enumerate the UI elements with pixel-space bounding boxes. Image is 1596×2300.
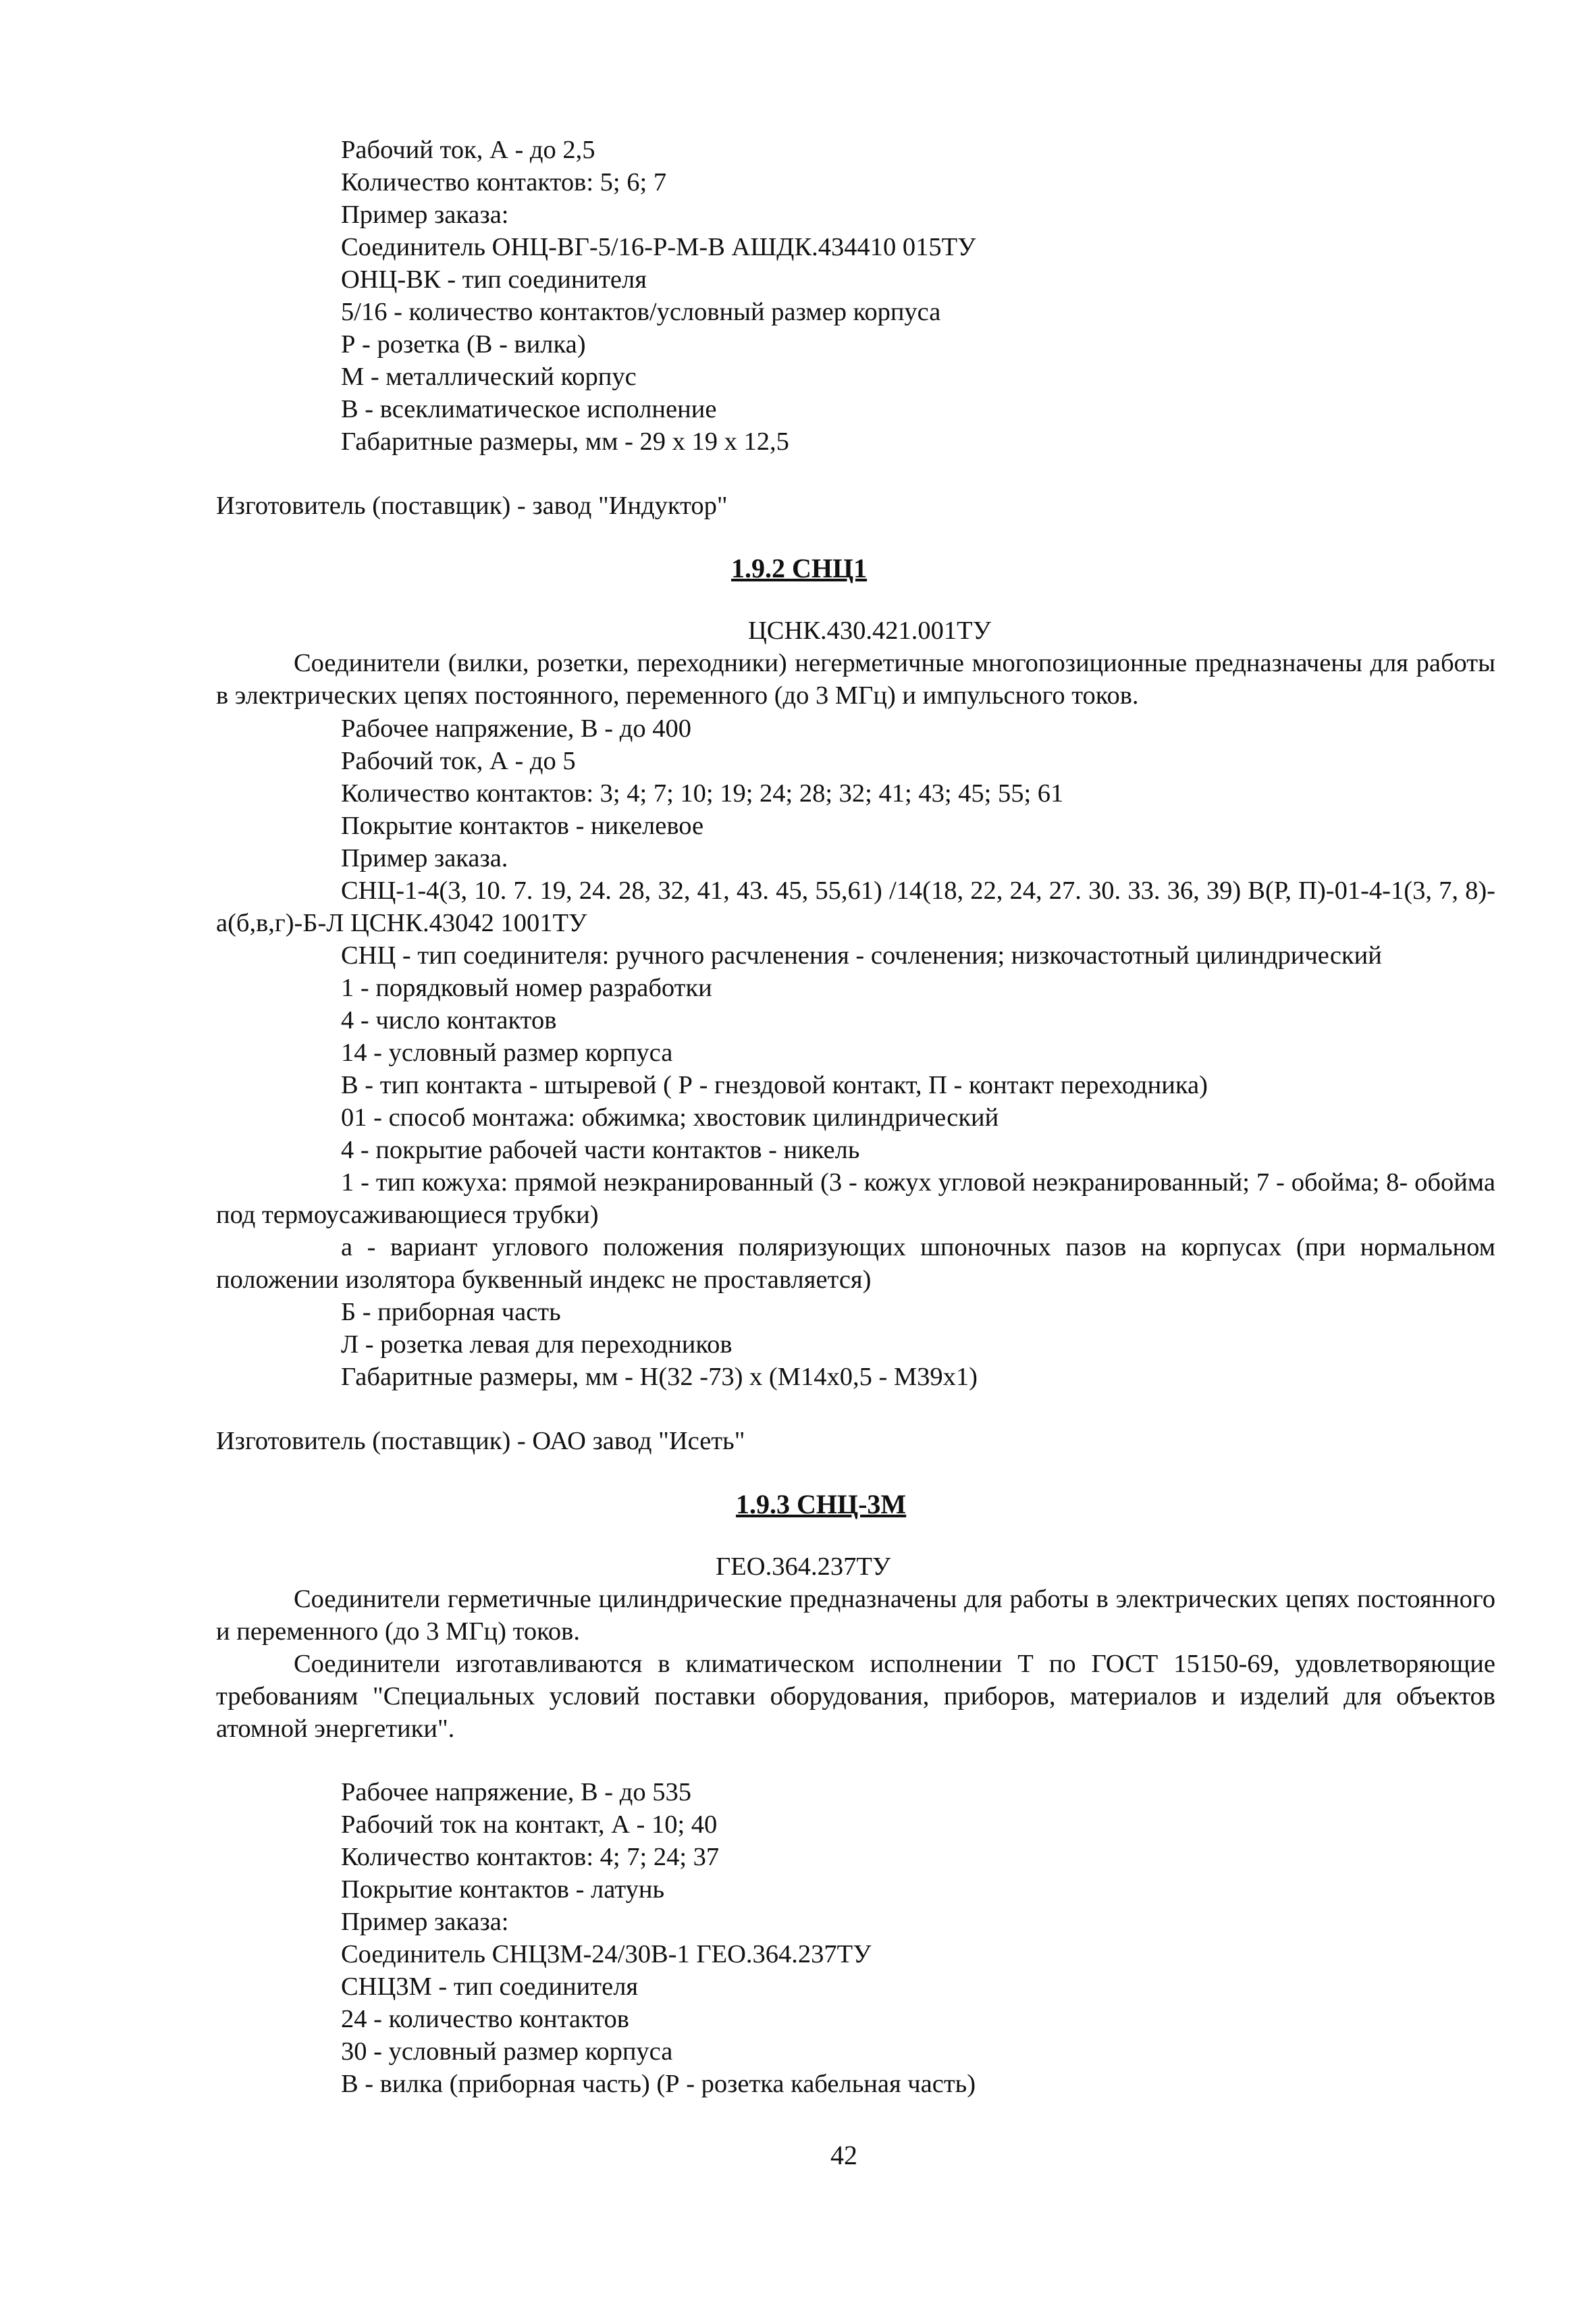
text-line: Р - розетка (В - вилка) [341, 330, 586, 359]
variant-paragraph: а - вариант углового положения поляризующих шпоночных пазов на корпусах (при нормальном положении изолятора буквенный индекс не проставляется) [216, 1233, 1495, 1294]
spec-line: 24 - количество контактов [341, 2005, 629, 2033]
spec-line: Количество контактов: 4; 7; 24; 37 [341, 1843, 720, 1871]
decode-line: 01 - способ монтажа: обжимка; хвостовик цилиндрический [341, 1103, 999, 1132]
section-heading: 1.9.3 СНЦ-3М [736, 1489, 907, 1519]
paragraph: Соединители герметичные цилиндрические предназначены для работы в электрических цепях постоянного и переменного (до 3 МГц) токов. [216, 1585, 1495, 1646]
text-line: ОНЦ-ВК - тип соединителя [341, 265, 647, 294]
tail-line: Б - приборная часть [341, 1298, 561, 1326]
spec-line: Покрытие контактов - никелевое [341, 812, 704, 840]
order-example: СНЦ-1-4(3, 10. 7. 19, 24. 28, 32, 41, 43. 45, 55,61) /14(18, 22, 24, 27. 30. 33. 36, 39) В(Р, П)-01-4-1(3, 7, 8)-а(б,в,г)-Б-Л ЦСНК.43042 1001ТУ [216, 877, 1495, 937]
spec-line: Пример заказа. [341, 844, 508, 872]
spec-line: Рабочее напряжение, В - до 535 [341, 1778, 691, 1806]
text-line: Количество контактов: 5; 6; 7 [341, 168, 667, 197]
decode-line: СНЦ - тип соединителя: ручного расчленения - сочленения; низкочастотный цилиндрический [341, 941, 1382, 970]
decode-line: 4 - число контактов [341, 1006, 557, 1035]
tail-line: Габаритные размеры, мм - Н(32 -73) х (М14х0,5 - М39х1) [341, 1363, 978, 1391]
spec-line: В - вилка (приборная часть) (Р - розетка кабельная часть) [341, 2070, 976, 2098]
spec-line: Покрытие контактов - латунь [341, 1875, 665, 1904]
spec-line: Соединитель СНЦ3М-24/30В-1 ГЕО.364.237ТУ [341, 1940, 872, 1968]
text-line: Рабочий ток, А - до 2,5 [341, 136, 595, 164]
manufacturer-line: Изготовитель (поставщик) - завод "Индуктор" [216, 492, 728, 520]
spec-line: Рабочий ток, А - до 5 [341, 747, 576, 775]
spec-line: Количество контактов: 3; 4; 7; 10; 19; 24; 28; 32; 41; 43; 45; 55; 61 [341, 779, 1064, 808]
section-heading: 1.9.2 СНЦ1 [731, 553, 868, 583]
decode-line: В - тип контакта - штыревой ( Р - гнездовой контакт, П - контакт переходника) [341, 1071, 1208, 1099]
spec-line: СНЦ3М - тип соединителя [341, 1972, 639, 2001]
text-line: М - металлический корпус [341, 363, 637, 391]
spec-line: Рабочий ток на контакт, А - 10; 40 [341, 1810, 718, 1839]
text-line: Габаритные размеры, мм - 29 х 19 х 12,5 [341, 427, 789, 456]
tail-line: Л - розетка левая для переходников [341, 1330, 733, 1359]
decode-line: 14 - условный размер корпуса [341, 1039, 673, 1067]
text-line: Пример заказа: [341, 201, 509, 229]
text-line: Соединитель ОНЦ-ВГ-5/16-Р-М-В АШДК.434410 015ТУ [341, 233, 976, 261]
spec-line: Пример заказа: [341, 1908, 509, 1936]
page-number: 42 [830, 2140, 857, 2170]
manufacturer-line: Изготовитель (поставщик) - ОАО завод "Исеть" [216, 1427, 745, 1455]
spec-code: ЦСНК.430.421.001ТУ [748, 617, 991, 645]
paragraph: Соединители изготавливаются в климатическом исполнении Т по ГОСТ 15150-69, удовлетворяющие требованиям "Специальных условий поставки оборудования, приборов, материалов и изделий для объектов атомной энергетики". [216, 1650, 1495, 1743]
text-line: 5/16 - количество контактов/условный размер корпуса [341, 298, 941, 326]
housing-paragraph: 1 - тип кожуха: прямой неэкранированный (3 - кожух угловой неэкранированный; 7 - обойма; 8- обойма под термоусаживающиеся трубки) [216, 1168, 1495, 1229]
intro-paragraph: Соединители (вилки, розетки, переходники) негерметичные многопозиционные предназначены для работы в электрических цепях постоянного, переменного (до 3 МГц) и импульсного токов. [216, 649, 1495, 710]
spec-code: ГЕО.364.237ТУ [716, 1552, 891, 1581]
spec-line: 30 - условный размер корпуса [341, 2037, 673, 2066]
decode-line: 1 - порядковый номер разработки [341, 974, 712, 1002]
spec-line: Рабочее напряжение, В - до 400 [341, 714, 691, 743]
decode-line: 4 - покрытие рабочей части контактов - никель [341, 1136, 860, 1164]
text-line: В - всеклиматическое исполнение [341, 395, 717, 423]
